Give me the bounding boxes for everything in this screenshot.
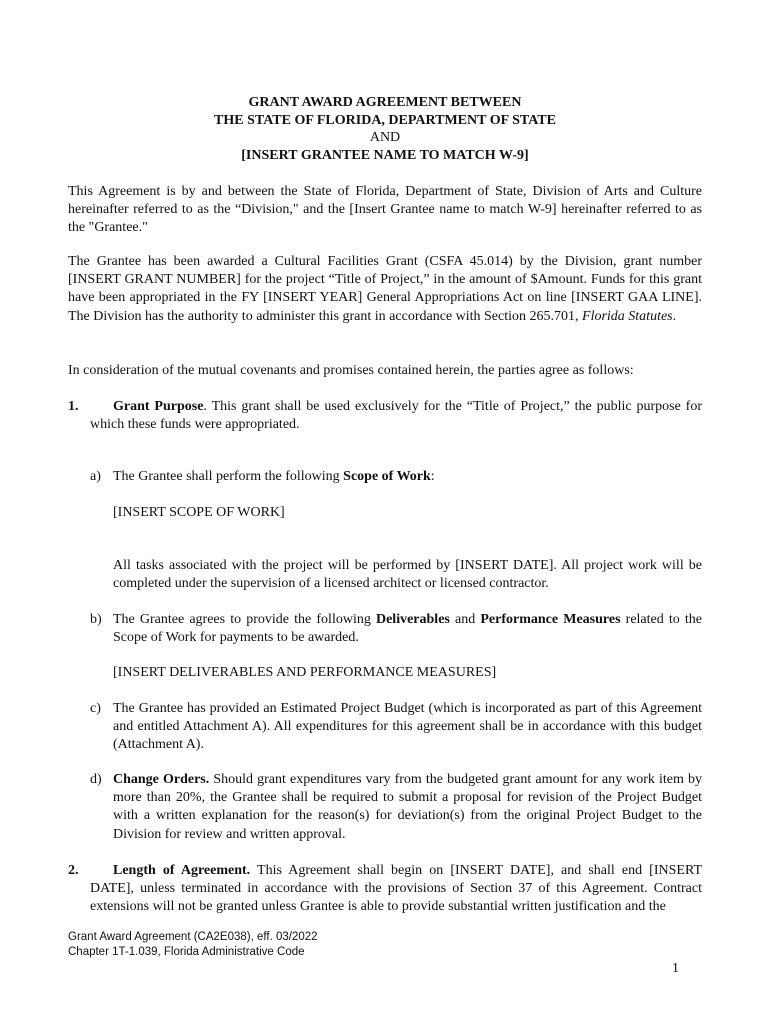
section-2-heading: Length of Agreement. xyxy=(113,863,251,878)
item-a-label: a) xyxy=(90,469,101,484)
item-b xyxy=(90,611,702,647)
page-footer xyxy=(68,930,318,960)
item-d-text: Should grant expenditures vary from the budgeted grant amount for any work item by more than 20%, the Grantee shall be required to submit a proposal for revision of the Project Budget with a written explanation for the reason(s) for deviation(s) from the original Project Budget to the Division for review and written approval. xyxy=(113,772,702,842)
section-1-text: . This grant shall be used exclusively for the “Title of Project,” the public purpose for which these funds were appropriated. xyxy=(90,399,702,433)
item-c xyxy=(90,700,702,755)
title-line-2: THE STATE OF FLORIDA, DEPARTMENT OF STATE xyxy=(214,112,556,128)
award-end: . xyxy=(672,308,677,324)
item-b-mid: and xyxy=(449,612,481,627)
item-b-post: related to the Scope of Work for payments to be awarded. xyxy=(113,612,702,646)
deliverables-placeholder: [INSERT DELIVERABLES AND PERFORMANCE MEASURES] xyxy=(113,665,497,680)
statutes-italic: Florida Statutes xyxy=(582,308,673,324)
section-1 xyxy=(68,398,702,434)
scope-placeholder: [INSERT SCOPE OF WORK] xyxy=(113,505,285,520)
item-c-label: c) xyxy=(90,701,101,716)
item-b-deliverables: Deliverables xyxy=(375,612,450,627)
item-b-label: b) xyxy=(90,612,102,627)
item-d-bold: Change Orders. xyxy=(113,772,210,787)
page-number: 1 xyxy=(672,961,679,976)
item-a xyxy=(90,468,702,486)
award-paragraph xyxy=(68,253,702,326)
item-c-text: The Grantee has provided an Estimated Project Budget (which is incorporated as part of this Agreement and entitled Attachment A). All expenditures for this agreement shall be in accordance with this budget (Attachment A). xyxy=(113,701,702,753)
title-line-4: [INSERT GRANTEE NAME TO MATCH W-9] xyxy=(241,147,529,163)
item-a-pre: The Grantee shall perform the following xyxy=(113,469,344,484)
section-2-number: 2. xyxy=(68,863,79,878)
intro-paragraph: This Agreement is by and between the State of Florida, Department of State, Division of Arts and Culture hereinafter referred to as the “Division," and the [Insert Grantee name to match W-9] hereinafter referred to as the "Grantee." xyxy=(68,184,702,236)
item-d xyxy=(90,771,702,844)
footer-line-2: Chapter 1T-1.039, Florida Administrative Code xyxy=(68,946,305,958)
award-text: The Grantee has been awarded a Cultural Facilities Grant (CSFA 45.014) by the Division, grant number [INSERT GRANT NUMBER] for the project “Title of Project,” in the amount of $Amount. Funds for this grant have been appropriated in the FY [INSERT YEAR] General Appropriations Act on line [INSERT GAA LINE]. The Division has the authority to administer this grant in accordance with Section 265.701, xyxy=(68,254,702,324)
footer-line-1: Grant Award Agreement (CA2E038), eff. 03/2022 xyxy=(68,931,318,943)
item-a-post: : xyxy=(430,469,435,484)
item-b-pre: The Grantee agrees to provide the following xyxy=(113,612,376,627)
section-2 xyxy=(68,862,702,917)
section-2-text: This Agreement shall begin on [INSERT DATE], and shall end [INSERT DATE], unless terminated in accordance with the provisions of Section 37 of this Agreement. Contract extensions will not be granted unless Grantee is able to provide substantial written justification and the xyxy=(90,863,703,915)
title-line-1: GRANT AWARD AGREEMENT BETWEEN xyxy=(248,95,522,110)
agreement-title xyxy=(0,94,770,164)
item-d-label: d) xyxy=(90,772,102,787)
item-a-bold: Scope of Work xyxy=(343,469,431,484)
item-b-performance: Performance Measures xyxy=(480,612,621,627)
tasks-paragraph: All tasks associated with the project will be performed by [INSERT DATE]. All project work will be completed under the supervision of a licensed architect or licensed contractor. xyxy=(113,558,702,592)
title-line-3: AND xyxy=(369,130,401,145)
section-1-number: 1. xyxy=(68,399,79,414)
consideration-paragraph: In consideration of the mutual covenants and promises contained herein, the parties agree as follows: xyxy=(68,363,634,378)
section-1-heading: Grant Purpose xyxy=(113,399,204,414)
